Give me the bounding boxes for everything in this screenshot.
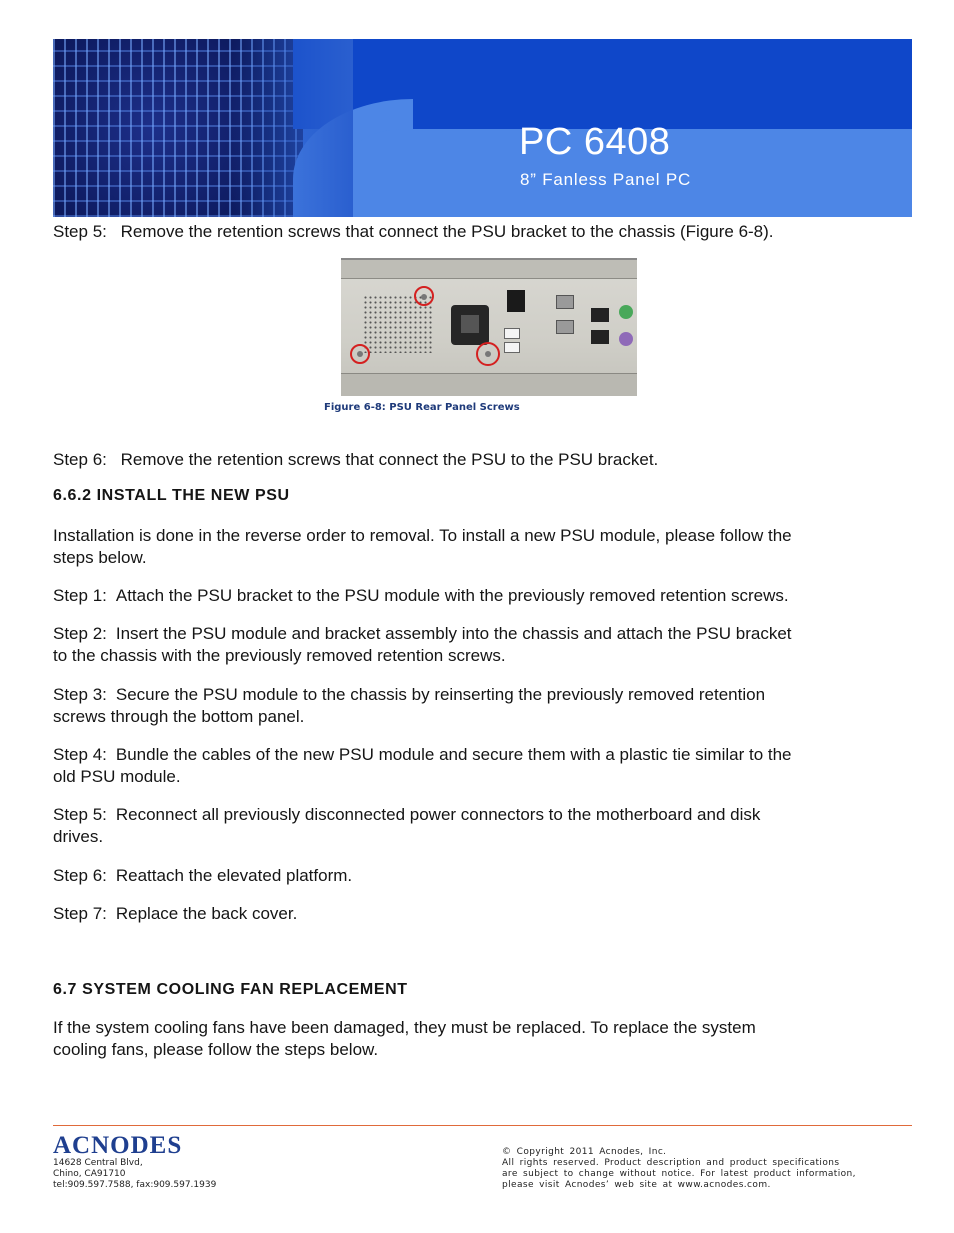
product-subtitle: 8” Fanless Panel PC <box>520 170 692 189</box>
step-label: Step 5: <box>53 805 107 824</box>
address-line: Chino, CA91710 <box>53 1169 126 1179</box>
step-text: Remove the retention screws that connect the PSU to the PSU bracket. <box>120 450 659 469</box>
chassis-base <box>341 373 637 396</box>
copyright-line: are subject to change without notice. For latest product information, <box>502 1169 856 1179</box>
install-step-3 <box>53 684 893 728</box>
contact-line: tel:909.597.7588, fax:909.597.1939 <box>53 1180 217 1190</box>
intro-line: steps below. <box>53 548 147 567</box>
remove-step-6 <box>53 449 893 471</box>
step-text: Replace the back cover. <box>115 904 298 923</box>
fan-intro-line: cooling fans, please follow the steps below. <box>53 1040 379 1059</box>
install-step-5 <box>53 804 893 848</box>
psu-rear-panel-photo <box>341 258 637 396</box>
step-label: Step 6: <box>53 450 107 469</box>
screw-highlight-ring <box>476 342 500 366</box>
usb-port <box>504 328 520 339</box>
footer-divider <box>53 1125 912 1126</box>
step-text: Attach the PSU bracket to the PSU module with the previously removed retention screws. <box>115 586 789 605</box>
copyright-line: please visit Acnodes’ web site at www.acnodes.com. <box>502 1180 771 1190</box>
banner-fade <box>233 39 353 217</box>
remove-step-5 <box>53 221 893 243</box>
ps2-mouse-port <box>619 305 633 319</box>
power-switch <box>507 290 525 312</box>
step-label: Step 1: <box>53 586 107 605</box>
step-text: Reconnect all previously disconnected power connectors to the motherboard and disk <box>115 805 761 824</box>
step-label: Step 7: <box>53 904 107 923</box>
step-text-continued: to the chassis with the previously removed retention screws. <box>53 646 506 665</box>
step-label: Step 4: <box>53 745 107 764</box>
step-label: Step 2: <box>53 624 107 643</box>
screw-highlight-ring <box>414 286 434 306</box>
install-step-6 <box>53 865 893 887</box>
usb-port <box>504 342 520 353</box>
step-text: Reattach the elevated platform. <box>115 866 353 885</box>
section-heading-fan: 6.7 SYSTEM COOLING FAN REPLACEMENT <box>53 981 408 998</box>
header-banner <box>53 39 912 217</box>
step-label: Step 3: <box>53 685 107 704</box>
acnodes-logo: ACNODES <box>53 1132 183 1159</box>
install-step-7 <box>53 903 893 925</box>
serial-port <box>556 295 574 309</box>
figure-caption: Figure 6-8: PSU Rear Panel Screws <box>324 402 520 413</box>
step-text: Secure the PSU module to the chassis by reinserting the previously removed retention <box>115 685 766 704</box>
section-heading-install: 6.6.2 INSTALL THE NEW PSU <box>53 487 290 504</box>
serial-port <box>556 320 574 334</box>
step-text-continued: drives. <box>53 827 104 846</box>
step-label: Step 6: <box>53 866 107 885</box>
install-step-4 <box>53 744 893 788</box>
step-label: Step 5: <box>53 222 107 241</box>
copyright-line: © Copyright 2011 Acnodes, Inc. <box>502 1147 667 1157</box>
step-text: Bundle the cables of the new PSU module and secure them with a plastic tie similar to the <box>115 745 792 764</box>
address-line: 14628 Central Blvd, <box>53 1158 143 1168</box>
step-text: Remove the retention screws that connect the PSU bracket to the chassis (Figure 6-8). <box>120 222 774 241</box>
step-text-continued: old PSU module. <box>53 767 181 786</box>
step-text-continued: screws through the bottom panel. <box>53 707 305 726</box>
product-title: PC 6408 <box>519 121 671 163</box>
copyright-line: All rights reserved. Product description and product specifications <box>502 1158 840 1168</box>
install-intro <box>53 525 893 569</box>
ps2-keyboard-port <box>619 332 633 346</box>
fan-intro <box>53 1017 893 1061</box>
intro-line: Installation is done in the reverse order to removal. To install a new PSU module, please follow the <box>53 526 792 545</box>
screw-highlight-ring <box>350 344 370 364</box>
install-step-1 <box>53 585 893 607</box>
lan-port <box>591 330 609 344</box>
chassis-top-edge <box>341 260 637 279</box>
step-text: Insert the PSU module and bracket assembly into the chassis and attach the PSU bracket <box>115 624 792 643</box>
install-step-2 <box>53 623 893 667</box>
fan-intro-line: If the system cooling fans have been damaged, they must be replaced. To replace the system <box>53 1018 756 1037</box>
power-socket <box>451 305 489 345</box>
lan-port <box>591 308 609 322</box>
